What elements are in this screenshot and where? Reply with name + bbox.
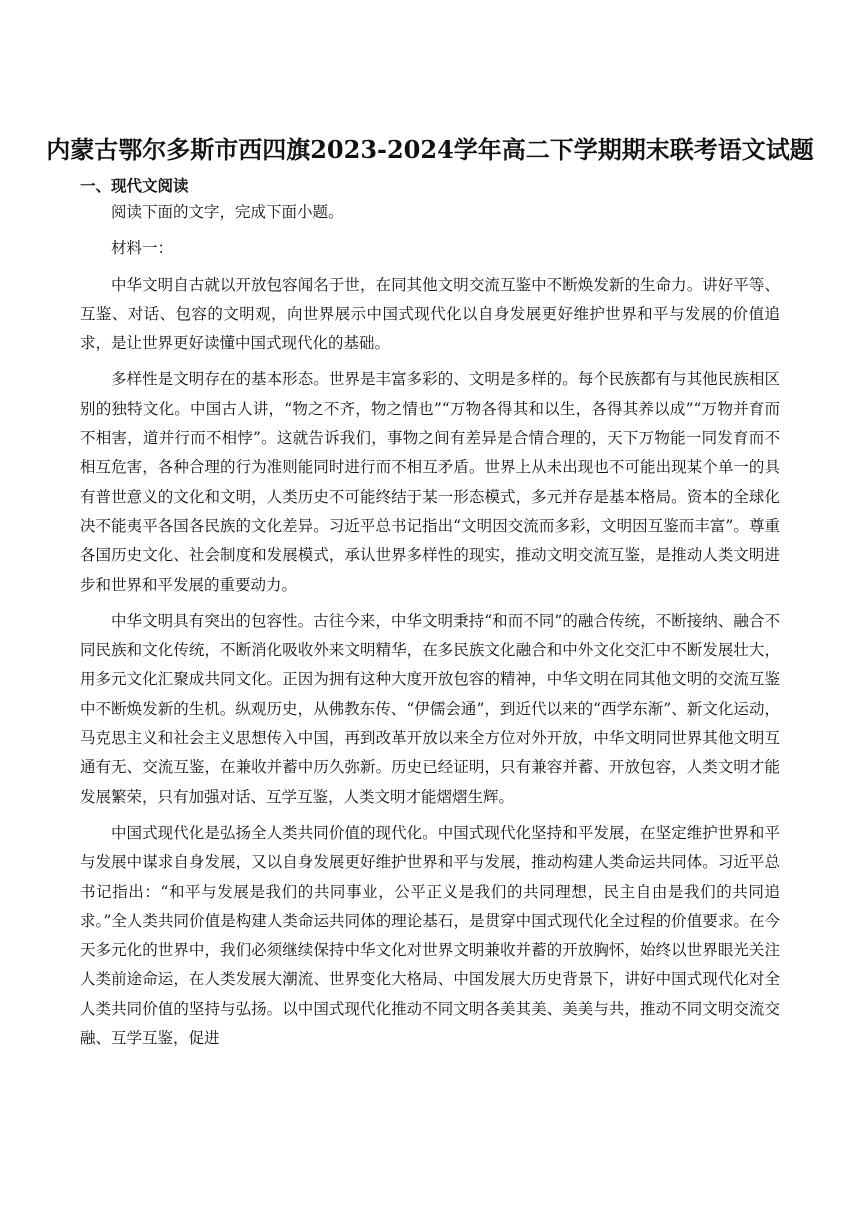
paragraph: 中华文明具有突出的包容性。古往今来，中华文明秉持“和而不同”的融合传统，不断接纳、融合不同民族和文化传统，不断消化吸收外来文明精华，在多民族文化融合和中外文化交汇中不断发展壮大，用多元文化汇聚成共同文化。正因为拥有这种大度开放包容的精神，中华文明在同其他文明的交流互鉴中不断焕发新的生机。纵观历史，从佛教东传、“伊儒会通”，到近代以来的“西学东渐”、新文化运动，马克思主义和社会主义思想传入中国，再到改革开放以来全方位对外开放，中华文明同世界其他文明互通有无、交流互鉴，在兼收并蓄中历久弥新。历史已经证明，只有兼容并蓄、开放包容，人类文明才能发展繁荣，只有加强对话、互学互鉴，人类文明才能熠熠生辉。 <box>80 611 780 806</box>
material-label: 材料一： <box>111 239 174 258</box>
document-title: 内蒙古鄂尔多斯市西四旗2023-2024学年高二下学期期末联考语文试题 <box>46 135 814 164</box>
body-text <box>80 198 780 1053</box>
paragraph: 中华文明自古就以开放包容闻名于世，在同其他文明交流互鉴中不断焕发新的生命力。讲好平等、互鉴、对话、包容的文明观，向世界展示中国式现代化以自身发展更好维护世界和平与发展的价值追求，是让世界更好读懂中国式现代化的基础。 <box>80 275 780 353</box>
paragraph: 中国式现代化是弘扬全人类共同价值的现代化。中国式现代化坚持和平发展，在坚定维护世界和平与发展中谋求自身发展，又以自身发展更好维护世界和平与发展，推动构建人类命运共同体。习近平总书记指出：“和平与发展是我们的共同事业，公平正义是我们的共同理想，民主自由是我们的共同追求。”全人类共同价值是构建人类命运共同体的理论基石，是贯穿中国式现代化全过程的价值要求。在今天多元化的世界中，我们必须继续保持中华文化对世界文明兼收并蓄的开放胸怀，始终以世界眼光关注人类前途命运，在人类发展大潮流、世界变化大格局、中国发展大历史背景下，讲好中国式现代化对全人类共同价值的坚持与弘扬。以中国式现代化推动不同文明各美其美、美美与共，推动不同文明交流交融、互学互鉴，促进 <box>80 823 780 1048</box>
paragraph: 多样性是文明存在的基本形态。世界是丰富多彩的、文明是多样的。每个民族都有与其他民族相区别的独特文化。中国古人讲，“物之不齐，物之情也”“万物各得其和以生，各得其养以成”“万物并育而不相害，道并行而不相悖”。这就告诉我们，事物之间有差异是合情合理的，天下万物能一同发育而不相互危害，各种合理的行为准则能同时进行而不相互矛盾。世界上从未出现也不可能出现某个单一的具有普世意义的文化和文明，人类历史不可能终结于某一形态模式，多元并存是基本格局。资本的全球化决不能夷平各国各民族的文化差异。习近平总书记指出“文明因交流而多彩，文明因互鉴而丰富”。尊重各国历史文化、社会制度和发展模式，承认世界多样性的现实，推动文明交流互鉴，是推动人类文明进步和世界和平发展的重要动力。 <box>80 370 780 594</box>
instruction-paragraph: 阅读下面的文字，完成下面小题。 <box>111 203 344 221</box>
section-heading: 一、现代文阅读 <box>80 176 189 195</box>
